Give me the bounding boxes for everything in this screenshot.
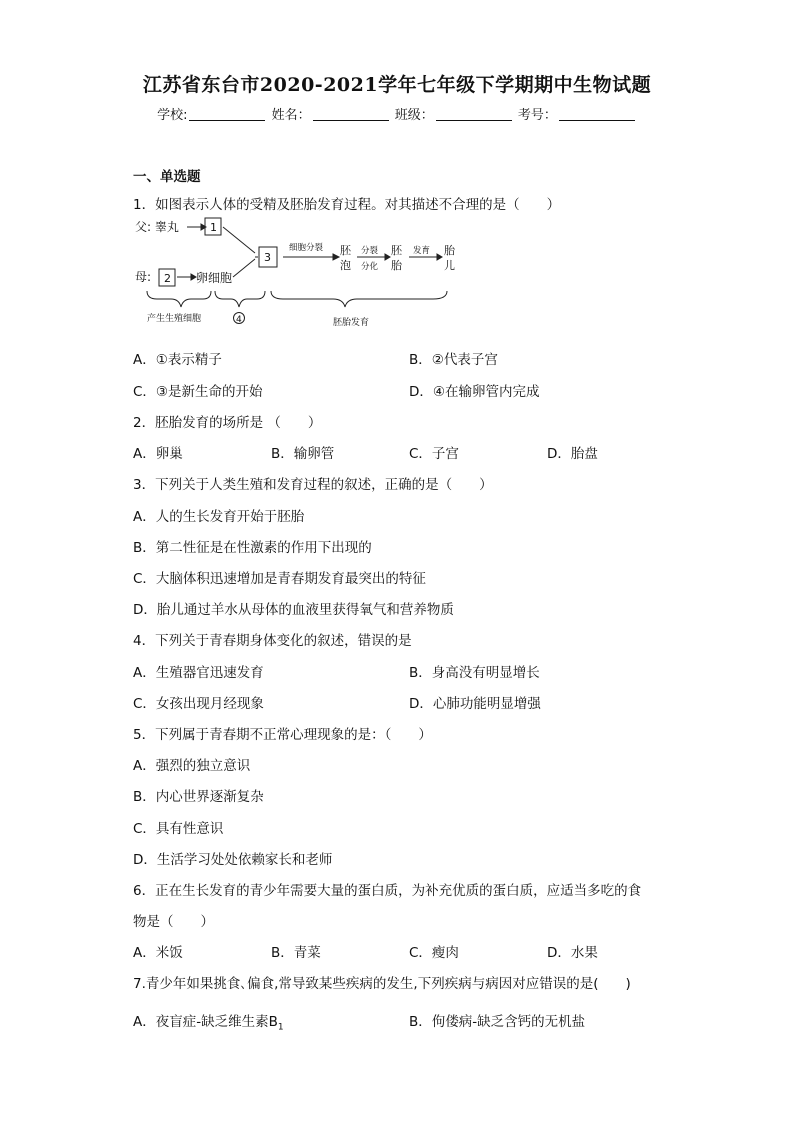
blastocyst-1: 胚 [340, 244, 351, 257]
box-2-number: 2 [164, 272, 171, 285]
q4-option-a: A．生殖器官迅速发育 [133, 665, 264, 681]
class-blank [436, 108, 512, 121]
q6-option-a: A．米饭 [133, 945, 183, 961]
q4-option-d: D．心肺功能明显增强 [409, 696, 541, 712]
student-info-row [0, 104, 794, 123]
blastocyst-2: 泡 [340, 259, 351, 272]
develop-label: 发育 [413, 246, 431, 256]
cell-division-label: 细胞分裂 [289, 243, 324, 253]
split-label: 分裂 [361, 246, 379, 256]
fetus-2: 儿 [444, 259, 455, 272]
q1-option-b: B．②代表子宫 [409, 352, 498, 368]
q2-option-b: B．输卵管 [271, 446, 335, 462]
q3-option-c: C．大脑体积迅速增加是青春期发育最突出的特征 [133, 571, 426, 587]
question-4-stem: 4．下列关于青春期身体变化的叙述，错误的是 [133, 633, 412, 649]
name-label: 姓名： [271, 108, 311, 123]
brace-right [271, 291, 447, 307]
question-5-stem: 5．下列属于青春期不正常心理现象的是：（ ） [133, 727, 432, 743]
q6-option-c: C．瘦肉 [409, 945, 459, 961]
question-6-stem-line-2: 物是（ ） [133, 914, 214, 930]
q7-option-a-subscript: 1 [277, 1022, 284, 1033]
q3-option-b: B．第二性征是在性激素的作用下出现的 [133, 540, 372, 556]
id-blank [559, 108, 635, 121]
q1-option-a: A．①表示精子 [133, 352, 222, 368]
brace-1-label: 产生生殖细胞 [147, 314, 202, 324]
q1-option-c: C．③是新生命的开始 [133, 384, 263, 400]
question-6-stem-line-1: 6．正在生长发育的青少年需要大量的蛋白质，为补充优质的蛋白质，应适当多吃的食 [133, 883, 642, 899]
brace-middle [215, 291, 265, 307]
embryo-1: 胚 [391, 244, 402, 257]
q3-option-d: D．胎儿通过羊水从母体的血液里获得氧气和营养物质 [133, 602, 454, 618]
brace-left [147, 291, 211, 307]
section-heading: 一、单选题 [133, 169, 201, 185]
q7-option-a [133, 1010, 284, 1033]
fetus-1: 胎 [444, 244, 455, 257]
mother-label: 母: [135, 270, 152, 284]
differentiate-label: 分化 [361, 262, 379, 272]
question-2-stem: 2．胚胎发育的场所是 （ ） [133, 415, 322, 431]
q3-option-a: A．人的生长发育开始于胚胎 [133, 509, 305, 525]
school-label: 学校: [157, 108, 188, 123]
q6-option-b: B．青菜 [271, 945, 321, 961]
school-blank [189, 108, 265, 121]
class-label: 班级： [394, 108, 434, 123]
q7-option-a-text: A．夜盲症-缺乏维生素B [133, 1014, 278, 1030]
question-3-stem: 3．下列关于人类生殖和发育过程的叙述，正确的是（ ） [133, 477, 493, 493]
brace-2-number: 4 [236, 315, 242, 325]
box-1-number: 1 [210, 221, 217, 234]
q1-option-d: D．④在输卵管内完成 [409, 384, 540, 400]
question-7-stem: 7.青少年如果挑食､偏食,常导致某些疾病的发生,下列疾病与病因对应错误的是( ) [133, 976, 631, 992]
q7-option-b: B．佝偻病-缺乏含钙的无机盐 [409, 1014, 586, 1030]
father-label: 父: 睾丸 [135, 220, 179, 234]
q5-option-c: C．具有性意识 [133, 821, 224, 837]
id-label: 考号： [517, 108, 557, 123]
exam-title: 江苏省东台市2020-2021学年七年级下学期期中生物试题 [142, 74, 652, 96]
question-1-stem: 1．如图表示人体的受精及胚胎发育过程。对其描述不合理的是（ ） [133, 197, 561, 213]
egg-cell-label: 卵细胞 [196, 271, 233, 285]
brace-3-label: 胚胎发育 [333, 318, 370, 328]
name-blank [313, 108, 389, 121]
q4-option-b: B．身高没有明显增长 [409, 665, 540, 681]
q6-option-d: D．水果 [547, 945, 598, 961]
fertilization-diagram [133, 215, 463, 330]
q2-option-a: A．卵巢 [133, 446, 183, 462]
q5-option-b: B．内心世界逐渐复杂 [133, 789, 264, 805]
q5-option-a: A．强烈的独立意识 [133, 758, 251, 774]
q2-option-c: C．子宫 [409, 446, 459, 462]
embryo-2: 胎 [391, 259, 402, 272]
q5-option-d: D．生活学习处处依赖家长和老师 [133, 852, 333, 868]
q2-option-d: D．胎盘 [547, 446, 598, 462]
q4-option-c: C．女孩出现月经现象 [133, 696, 264, 712]
box-3-number: 3 [264, 251, 271, 264]
